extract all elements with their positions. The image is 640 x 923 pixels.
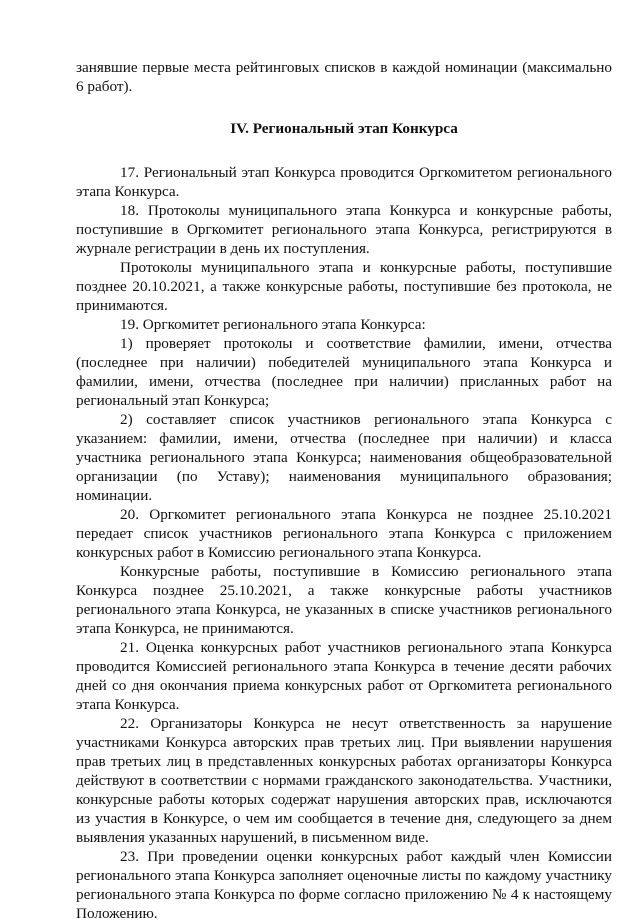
paragraph-18: 18. Протоколы муниципального этапа Конкурса и конкурсные работы, поступившие в Оргкомитет регионального этапа Конкурса, регистрируются в журнале регистрации в день их поступления. [76, 202, 612, 257]
document-page [76, 58, 612, 923]
paragraph-21: 21. Оценка конкурсных работ участников регионального этапа Конкурса проводится Комиссией регионального этапа Конкурса в течение десяти рабочих дней со дня окончания приема конкурсных работ от Оргкомитета регионального этапа Конкурса. [76, 639, 612, 713]
paragraph-23: 23. При проведении оценки конкурсных работ каждый член Комиссии регионального этапа Конкурса заполняет оценочные листы по каждому участнику регионального этапа Конкурса по форме согласно приложению № 4 к настоящему Положению. [76, 848, 612, 922]
paragraph-20-note: Конкурсные работы, поступившие в Комиссию регионального этапа Конкурса позднее 25.10.2021, а также конкурсные работы участников регионального этапа Конкурса, не указанных в списке участников регионального этапа Конкурса, не принимаются. [76, 563, 612, 637]
paragraph-17: 17. Региональный этап Конкурса проводится Оргкомитетом регионального этапа Конкурса. [76, 164, 612, 200]
paragraph-19: 19. Оргкомитет регионального этапа Конкурса: [120, 316, 426, 333]
paragraph-19-item-1: 1) проверяет протоколы и соответствие фамилии, имени, отчества (последнее при наличии) победителей муниципального этапа Конкурса и фамилии, имени, отчества (последнее при наличии) присланных работ на региональный этап Конкурса; [76, 335, 612, 409]
paragraph-22: 22. Организаторы Конкурса не несут ответственность за нарушение участниками Конкурса авторских прав третьих лиц. При выявлении нарушения прав третьих лиц в представленных конкурсных работах организаторы Конкурса действуют в соответствии с нормами гражданского законодательства. Участники, конкурсные работы которых содержат нарушения авторских прав, исключаются из участия в Конкурсе, о чем им сообщается в течение дня, следующего за днем выявления указанных нарушений, в письменном виде. [76, 715, 612, 846]
paragraph-20: 20. Оргкомитет регионального этапа Конкурса не позднее 25.10.2021 передает список участников регионального этапа Конкурса с приложением конкурсных работ в Комиссию регионального этапа Конкурса. [76, 506, 612, 561]
section-heading: IV. Региональный этап Конкурса [230, 120, 458, 137]
paragraph-continuation: занявшие первые места рейтинговых списков в каждой номинации (максимально 6 работ). [76, 59, 612, 95]
paragraph-19-item-2: 2) составляет список участников регионального этапа Конкурса с указанием: фамилии, имени, отчества (последнее при наличии) и класса участника регионального этапа Конкурса; наименования общеобразовательной организации (по Уставу); наименования муниципального образования; номинации. [76, 411, 612, 504]
paragraph-18-note: Протоколы муниципального этапа и конкурсные работы, поступившие позднее 20.10.2021, а также конкурсные работы, поступившие без протокола, не принимаются. [76, 259, 612, 314]
